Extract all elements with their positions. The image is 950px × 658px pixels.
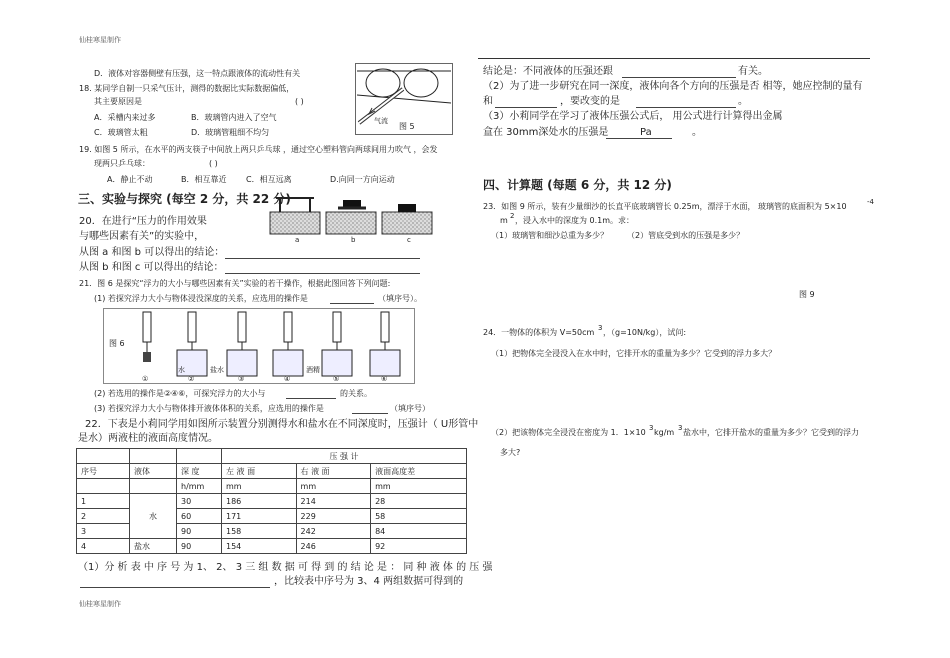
- figure-6-step-1: ①: [142, 375, 149, 383]
- q22-cont-blank-2: [495, 107, 557, 108]
- q18-option-b: B．玻璃管内进入了空气: [191, 113, 277, 122]
- q19-line2: 现两只乒乓球：: [94, 159, 150, 168]
- q18-line1: 18. 某同学自制一只采气压计，测得的数据比实际数据偏低，: [79, 84, 295, 93]
- q20-answer-blank-2: [225, 273, 420, 274]
- figure-6-alcohol-label: 酒精: [306, 366, 320, 374]
- q21-line2: (1) 若探究浮力大小与物体浸没深度的关系，应选用的操作是: [94, 294, 308, 303]
- table-header-group: 压 强 计: [222, 449, 467, 464]
- figure-5-label: 图 5: [399, 122, 415, 131]
- q17-option-d: D．液体对容器侧壁有压强，这一特点跟液体的流动性有关: [94, 69, 301, 78]
- q20-line1: 20．在进行“压力的作用效果: [79, 216, 207, 227]
- header-note: 仙桂寒星制作: [79, 36, 121, 44]
- q22-cont-line5-c: 。: [692, 127, 702, 138]
- table-cell-left: 186: [222, 494, 297, 509]
- q22-cont-line1-end: 有关。: [738, 66, 768, 77]
- q24-sub2-exponent-2: 3: [678, 424, 683, 432]
- table-cell-diff: 58: [371, 509, 467, 524]
- table-cell-right: 246: [296, 539, 371, 554]
- figure-6-water-label: 水: [178, 366, 185, 374]
- figure-6-step-3: ③: [238, 375, 245, 383]
- table-header-spacer: [177, 449, 222, 464]
- table-header-spacer: [130, 449, 177, 464]
- figure-5-air-label: 气流: [374, 117, 388, 125]
- q22-cont-blank-1: [622, 77, 736, 78]
- q18-option-a: A．采槽内来过多: [94, 113, 156, 122]
- table-header-spacer: [77, 449, 130, 464]
- table-unit-depth: h/mm: [177, 479, 222, 494]
- q22-line2: 是水）两液柱的液面高度情况。: [78, 433, 218, 444]
- q24-line1-end: ，（g=10N/kg），试问:: [603, 328, 687, 337]
- q22-cont-line3-c: 。: [738, 96, 748, 107]
- q24-exponent: 3: [598, 324, 603, 332]
- q22-cont-line3-b: ，要改变的是: [560, 96, 620, 107]
- table-cell-liquid: 盐水: [130, 539, 177, 554]
- q21-fill4: （填序号）: [390, 404, 430, 413]
- table-cell-number: 2: [77, 509, 130, 524]
- q19-option-c: C．相互远离: [246, 175, 292, 184]
- q22-answer-line1: （1）分 析 表 中 序 号 为 1、 2、 3 三 组 数 据 可 得 到 的 结 论 是 ： 同 种 液 体 的 压 强: [78, 562, 493, 573]
- q22-answer-line2: ，比较表中序号为 3、4 两组数据可得到的: [274, 576, 464, 587]
- q18-answer-paren: ( ): [295, 97, 304, 106]
- q20-figure-c-label: c: [407, 236, 411, 244]
- q21-part2: (2) 若选用的操作是②④⑥，可探究浮力的大小与: [94, 389, 266, 398]
- q23-line2-unit: m: [500, 216, 508, 225]
- q24-line1: 24．一物体的体积为 V=50cm: [483, 328, 595, 337]
- q22-cont-line3-a: 和: [483, 96, 493, 107]
- table-col-liquid: 液体: [130, 464, 177, 479]
- q22-cont-line1: 结论是：不同液体的压强还跟: [483, 66, 613, 77]
- q24-sub2-unit: kg/m: [654, 428, 675, 437]
- q20-line2: 与哪些因素有关”的实验中，: [79, 231, 205, 242]
- table-cell-liquid-water: 水: [130, 494, 177, 539]
- q22-cont-line5-a: 盒在 30mm深处水的压强是: [483, 127, 609, 138]
- figure-6-step-6: ⑥: [381, 375, 388, 383]
- table-row: [77, 494, 467, 509]
- table-cell-right: 214: [296, 494, 371, 509]
- table-unit-left: mm: [222, 479, 297, 494]
- q21-fill1: （填序号）。: [378, 294, 422, 303]
- q22-cont-blank-3: [636, 107, 736, 108]
- table-col-right-level: 右 液 面: [296, 464, 371, 479]
- table-unit-row: [77, 479, 467, 494]
- q18-option-c: C．玻璃管太粗: [94, 128, 148, 137]
- table-cell-empty: [77, 479, 130, 494]
- q19-option-a: A．静止不动: [107, 175, 153, 184]
- q24-sub2-cont: 盐水中，它排开盐水的重量为多少？它受到的浮力: [683, 428, 859, 437]
- table-unit-diff: mm: [371, 479, 467, 494]
- q23-line1: 23．如图 9 所示，装有少量细沙的长直平底玻璃管长 0.25m，漂浮于水面， 玻璃管的底面积为 5×10: [483, 202, 847, 211]
- table-cell-diff: 92: [371, 539, 467, 554]
- table-cell-depth: 90: [177, 524, 222, 539]
- table-cell-number: 3: [77, 524, 130, 539]
- table-col-number: 序号: [77, 464, 130, 479]
- q23-sub2: （2）管底受到水的压强是多少？: [627, 231, 745, 240]
- table-cell-left: 158: [222, 524, 297, 539]
- table-row: [77, 539, 467, 554]
- table-cell-number: 1: [77, 494, 130, 509]
- figure-6-step-2: ②: [188, 375, 195, 383]
- q24-sub1: （1）把物体完全浸没入在水中时，它排开水的重量为多少？它受到的浮力多大？: [491, 349, 777, 358]
- figure-6-step-4: ④: [284, 375, 291, 383]
- q21-part3: (3) 若探究浮力大小与物体排开液体体积的关系，应选用的操作是: [94, 404, 324, 413]
- q24-sub2: （2）把该物体完全浸没在密度为 1．1×10: [491, 428, 646, 437]
- header-rule: [478, 58, 870, 59]
- q20-answer-blank-1: [225, 258, 420, 259]
- pressure-table: [76, 448, 467, 554]
- table-unit-right: mm: [296, 479, 371, 494]
- q23-exponent-2: 2: [510, 212, 515, 220]
- table-col-left-level: 左 液 面: [222, 464, 297, 479]
- table-cell-depth: 90: [177, 539, 222, 554]
- table-col-depth: 深 度: [177, 464, 222, 479]
- figure-9-label: 图 9: [799, 290, 815, 299]
- q23-sub1: （1）玻璃管和细沙总重为多少？: [491, 231, 609, 240]
- q24-sub2-exponent: 3: [649, 424, 654, 432]
- table-cell-right: 229: [296, 509, 371, 524]
- q19-option-d: D.向同一方向运动: [330, 175, 395, 184]
- table-cell-left: 154: [222, 539, 297, 554]
- table-cell-diff: 28: [371, 494, 467, 509]
- q21-fill3: 的关系。: [340, 389, 372, 398]
- q20-figure-a-label: a: [295, 236, 300, 244]
- q19-answer-paren: ( ): [209, 159, 218, 168]
- table-cell-left: 171: [222, 509, 297, 524]
- q21-line1: 21．图 6 是探究“浮力的大小与哪些因素有关”实验的若干操作，根据此图回答下列问题:: [79, 279, 391, 288]
- q20-figure-b-label: b: [351, 236, 356, 244]
- q22-cont-line2: （2）为了进一步研究在同一深度，液体向各个方向的压强是否 相等，她应控制的量有: [483, 81, 863, 92]
- figure-6-saltwater-label: 盐水: [210, 366, 224, 374]
- section-3-title: 三、实验与探究 (每空 2 分，共 22 分): [78, 192, 291, 206]
- footer-note: 仙桂寒星制作: [79, 600, 121, 608]
- figure-6-step-5: ⑤: [333, 375, 340, 383]
- q23-line2: ，浸入水中的深度为 0.1m。求：: [515, 216, 635, 225]
- q22-cont-line5-unit: Pa: [640, 127, 652, 138]
- section-4-title: 四、计算题 (每题 6 分，共 12 分): [483, 178, 672, 192]
- table-cell-depth: 30: [177, 494, 222, 509]
- q24-sub2-end: 多大?: [500, 448, 521, 457]
- q18-option-d: D．玻璃管粗细不均匀: [191, 128, 270, 137]
- q22-answer-blank: [80, 587, 270, 588]
- q20-line3: 从图 a 和图 b 可以得出的结论：: [79, 247, 225, 258]
- table-cell-number: 4: [77, 539, 130, 554]
- q23-exponent-1: -4: [867, 198, 874, 206]
- table-header-row: [77, 464, 467, 479]
- table-header-group-row: [77, 449, 467, 464]
- figure-6: [103, 308, 415, 384]
- table-cell-right: 242: [296, 524, 371, 539]
- figure-6-label: 图 6: [109, 339, 125, 348]
- q22-cont-line4: （3）小莉同学在学习了液体压强公式后， 用公式进行计算得出金属: [483, 111, 783, 122]
- q21-answer-blank-3: [352, 413, 388, 414]
- q22-cont-blank-4: [606, 138, 672, 139]
- q19-option-b: B．相互靠近: [181, 175, 227, 184]
- table-cell-depth: 60: [177, 509, 222, 524]
- q19-line1: 19. 如图 5 所示，在水平的两支筷子中间放上两只乒乓球 ，通过空心塑料管向两球间用力吹气 ，会发: [79, 145, 438, 154]
- q21-answer-blank-1: [330, 303, 374, 304]
- q21-answer-blank-2: [286, 398, 336, 399]
- q22-line1: 22．下表是小莉同学用如图所示装置分别测得水和盐水在不同深度时，压强计（ U形管中: [85, 419, 479, 430]
- table-col-height-diff: 液面高度差: [371, 464, 467, 479]
- q18-line2: 其主要原因是: [94, 97, 142, 106]
- q20-line4: 从图 b 和图 c 可以得出的结论：: [79, 262, 224, 273]
- table-cell-diff: 84: [371, 524, 467, 539]
- table-cell-empty: [130, 479, 177, 494]
